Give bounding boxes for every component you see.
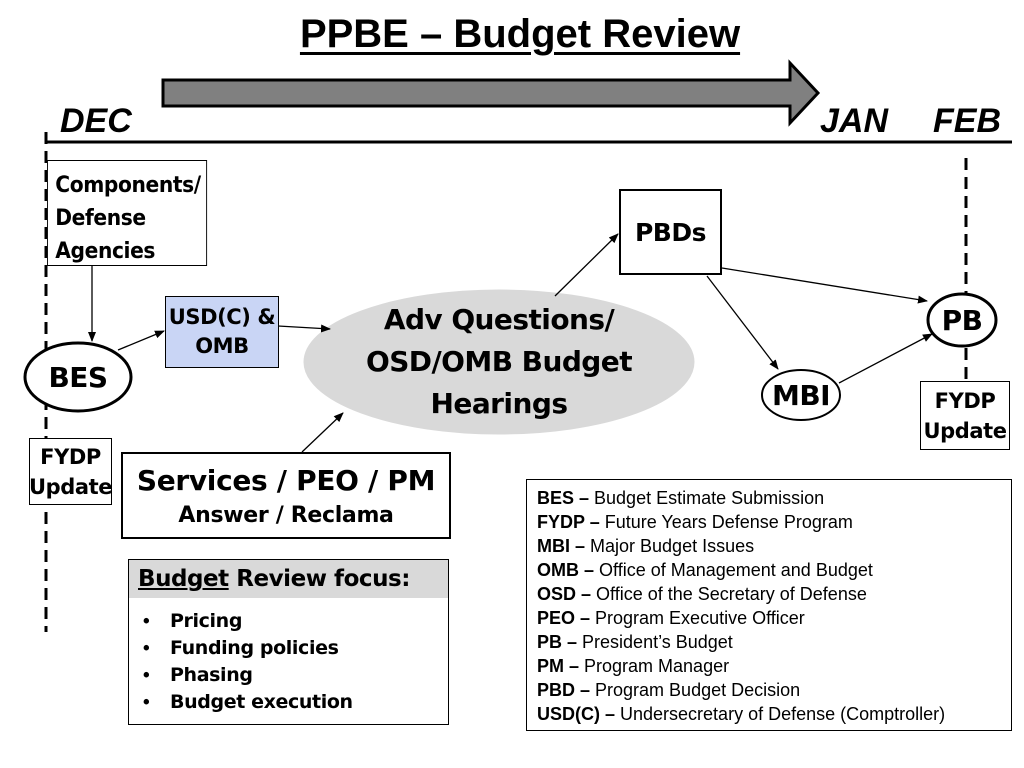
- legend-term: PBD: [537, 680, 576, 700]
- fydp-update-left-box: [29, 438, 112, 505]
- focus-item: • Funding policies: [143, 635, 448, 662]
- month-feb: FEB: [933, 102, 1001, 140]
- legend-term: OMB: [537, 560, 579, 580]
- focus-item: • Phasing: [143, 662, 448, 689]
- hearings-label: [304, 292, 694, 432]
- focus-list: [129, 608, 448, 716]
- services-peo-pm-box: [121, 452, 451, 539]
- focus-heading-underlined: Budget: [138, 566, 229, 592]
- legend-definition: Budget Estimate Submission: [594, 488, 825, 508]
- components-label: Components/ Defense Agencies: [55, 173, 201, 264]
- fydp-right-line1: FYDP: [934, 388, 996, 413]
- legend-row: PM – Program Manager: [537, 656, 730, 676]
- bes-label: BES: [48, 360, 108, 394]
- arrow-mbi-to-pb: [839, 334, 932, 383]
- usdc-omb-box: [165, 296, 279, 368]
- hearings-label-line1: Adv Questions/: [383, 303, 615, 336]
- fydp-update-right-box: [920, 381, 1010, 450]
- legend-term: BES: [537, 488, 575, 508]
- legend-term: MBI: [537, 536, 570, 556]
- timeline-arrow: [163, 63, 818, 123]
- legend-row: BES – Budget Estimate Submission: [537, 488, 825, 508]
- legend-row: USD(C) – Undersecretary of Defense (Comptroller): [537, 704, 946, 724]
- legend-row: FYDP – Future Years Defense Program: [537, 512, 853, 532]
- legend-definition: Program Executive Officer: [595, 608, 805, 628]
- mbi-label: MBI: [772, 378, 830, 412]
- arrow-pbds-to-pb: [722, 268, 927, 301]
- legend-row: OSD – Office of the Secretary of Defense: [537, 584, 867, 604]
- acronym-legend: [526, 479, 1012, 731]
- pb-label: PB: [941, 303, 983, 337]
- arrow-pbds-to-mbi: [707, 276, 778, 369]
- month-jan: JAN: [820, 102, 889, 140]
- legend-definition: Future Years Defense Program: [604, 512, 853, 532]
- focus-item: • Pricing: [143, 608, 448, 635]
- legend-row: OMB – Office of Management and Budget: [537, 560, 873, 580]
- budget-review-focus-box: [128, 559, 449, 725]
- fydp-right-line2: Update: [923, 418, 1007, 443]
- fydp-left-line2: Update: [28, 474, 113, 499]
- hearings-label-line2: OSD/OMB Budget Hearings: [365, 345, 633, 420]
- legend-definition: Program Budget Decision: [595, 680, 801, 700]
- pbds-label: PBDs: [634, 217, 706, 247]
- legend-definition: Program Manager: [584, 656, 730, 676]
- legend-row: MBI – Major Budget Issues: [537, 536, 755, 556]
- services-line2: Answer / Reclama: [178, 502, 394, 528]
- focus-item: • Budget execution: [143, 689, 448, 716]
- legend-term: FYDP: [537, 512, 585, 532]
- legend-term: USD(C): [537, 704, 600, 724]
- components-box: [47, 160, 207, 266]
- legend-term: OSD: [537, 584, 577, 604]
- legend-term: PEO: [537, 608, 576, 628]
- legend-definition: President’s Budget: [582, 632, 733, 652]
- services-line1: Services / PEO / PM: [136, 463, 436, 497]
- legend-row: PBD – Program Budget Decision: [537, 680, 801, 700]
- month-dec: DEC: [60, 102, 132, 140]
- page-title: PPBE – Budget Review: [299, 12, 741, 56]
- legend-term: PM: [537, 656, 564, 676]
- focus-heading: [129, 560, 448, 598]
- fydp-left-line1: FYDP: [40, 444, 101, 469]
- arrow-hearings-to-pbds: [555, 234, 618, 296]
- legend-row: PB – President’s Budget: [537, 632, 733, 652]
- legend-row: PEO – Program Executive Officer: [537, 608, 805, 628]
- pbds-box: [619, 189, 722, 275]
- focus-heading-rest: Review focus:: [228, 566, 410, 592]
- usdc-omb-label: USD(C) & OMB: [168, 305, 276, 358]
- legend-definition: Undersecretary of Defense (Comptroller): [620, 704, 946, 724]
- legend-term: PB: [537, 632, 563, 652]
- legend-definition: Major Budget Issues: [590, 536, 755, 556]
- legend-definition: Office of Management and Budget: [599, 560, 873, 580]
- legend-definition: Office of the Secretary of Defense: [596, 584, 867, 604]
